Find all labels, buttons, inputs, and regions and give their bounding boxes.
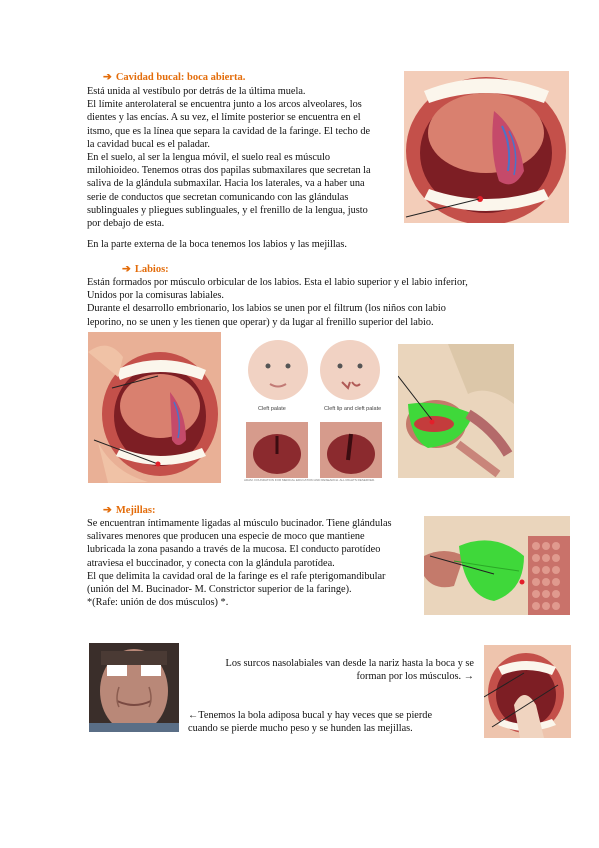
text-line: El que delimita la cavidad oral de la faringe es el rafe pterigomandibular: [87, 570, 386, 582]
oral-cavity-illustration: [484, 645, 571, 738]
cavidad-heading-text: Cavidad bucal: boca abierta.: [115, 72, 246, 83]
cleft-palate-figure: [240, 336, 388, 484]
arrow-icon: ➔: [103, 72, 112, 83]
text-line: la cavidad bucal es el paladar.: [87, 138, 210, 150]
cavidad-heading: [103, 71, 245, 83]
text-line: Los surcos nasolabiales van desde la nariz hasta la boca y se: [225, 658, 474, 669]
text-line: milohioideo. Tenemos otras dos papilas submaxilares que secretan la: [87, 165, 371, 177]
lips-retracted-illustration: [88, 332, 221, 483]
text-line: sublinguales y pliegues sublinguales, y el frenillo de la lengua, justo: [87, 204, 368, 216]
face-photo: [89, 643, 179, 732]
text-line: Se encuentran íntimamente ligadas al músculo bucinador. Tiene glándulas: [87, 518, 392, 529]
text-line: leporino, no se unen y les tienen que operar) y da lugar al frenillo superior del labio.: [87, 316, 434, 328]
open-mouth-illustration: [404, 71, 569, 223]
text-line: atraviesa el buccinador, y conecta con la glándula parotídea.: [87, 557, 335, 569]
text-line: forman por los músculos. →: [356, 671, 474, 683]
cleft-footer: ADAM. FOUNDATION FOR MEDICAL EDUCATION AND RESEARCH. ALL RIGHTS RESERVED.: [244, 478, 375, 482]
labios-body: [87, 276, 517, 329]
text-line: (unión del M. Bucinador- M. Constrictor superior de la faringe).: [87, 584, 352, 596]
arrow-icon: ➔: [103, 505, 112, 516]
text-line: En el suelo, al ser la lengua móvil, el suelo real es músculo: [87, 152, 331, 164]
arrow-icon: ➔: [122, 264, 131, 275]
text-line: Está unida al vestíbulo por detrás de la última muela.: [87, 86, 306, 97]
text-line: serie de conductos que secretan comunicando con las glándulas: [87, 191, 349, 203]
text-line: *(Rafe: unión de dos músculos) *.: [87, 597, 229, 609]
bola-adiposa-text: [188, 709, 478, 735]
mejillas-body: [87, 517, 417, 609]
text-line: Están formados por músculo orbicular de los labios. Esta el labio superior y el labio inferior,: [87, 277, 468, 288]
cleft-caption-1: Cleft palate: [258, 406, 286, 412]
labios-heading-text: Labios:: [134, 264, 169, 275]
text-line: Durante el desarrollo embrionario, los labios se unen por el filtrum (los niños con labio: [87, 303, 446, 315]
mejillas-heading-text: Mejillas:: [115, 505, 156, 516]
text-line: salivares menores que producen una especie de moco que mantiene: [87, 531, 365, 543]
buccinator-muscle-illustration: [424, 516, 570, 615]
text-line: Unidos por la comisuras labiales.: [87, 290, 224, 302]
text-line: itsmo, que es la línea que separa la cavidad de la faringe. El techo de: [87, 125, 371, 137]
text-line: lubricada la zona pasando a través de la mucosa. El conducto parotídeo: [87, 544, 381, 556]
text-line: por debajo de esta.: [87, 218, 165, 230]
mejillas-heading: [103, 504, 155, 516]
orbicularis-muscle-illustration: [398, 344, 514, 478]
text-line: El límite anterolateral se encuentra junto a los arcos alveolares, los: [87, 99, 362, 111]
labios-heading: [122, 263, 169, 275]
cleft-caption-2: Cleft lip and cleft palate: [324, 406, 382, 412]
text-line: ←Tenemos la bola adiposa bucal y hay veces que se pierde: [188, 710, 433, 721]
outer-mouth-text: En la parte externa de la boca tenemos los labios y las mejillas.: [87, 239, 347, 250]
text-line: cuando se pierde mucho peso y se hunden las mejillas.: [188, 723, 413, 735]
text-line: dientes y las encías. A su vez, el límite posterior se encuentra en el: [87, 112, 361, 124]
text-line: saliva de la glándula submaxilar. Hacia los laterales, va a haber una: [87, 178, 365, 190]
surcos-text: [190, 657, 474, 683]
cavidad-body: [87, 85, 397, 230]
